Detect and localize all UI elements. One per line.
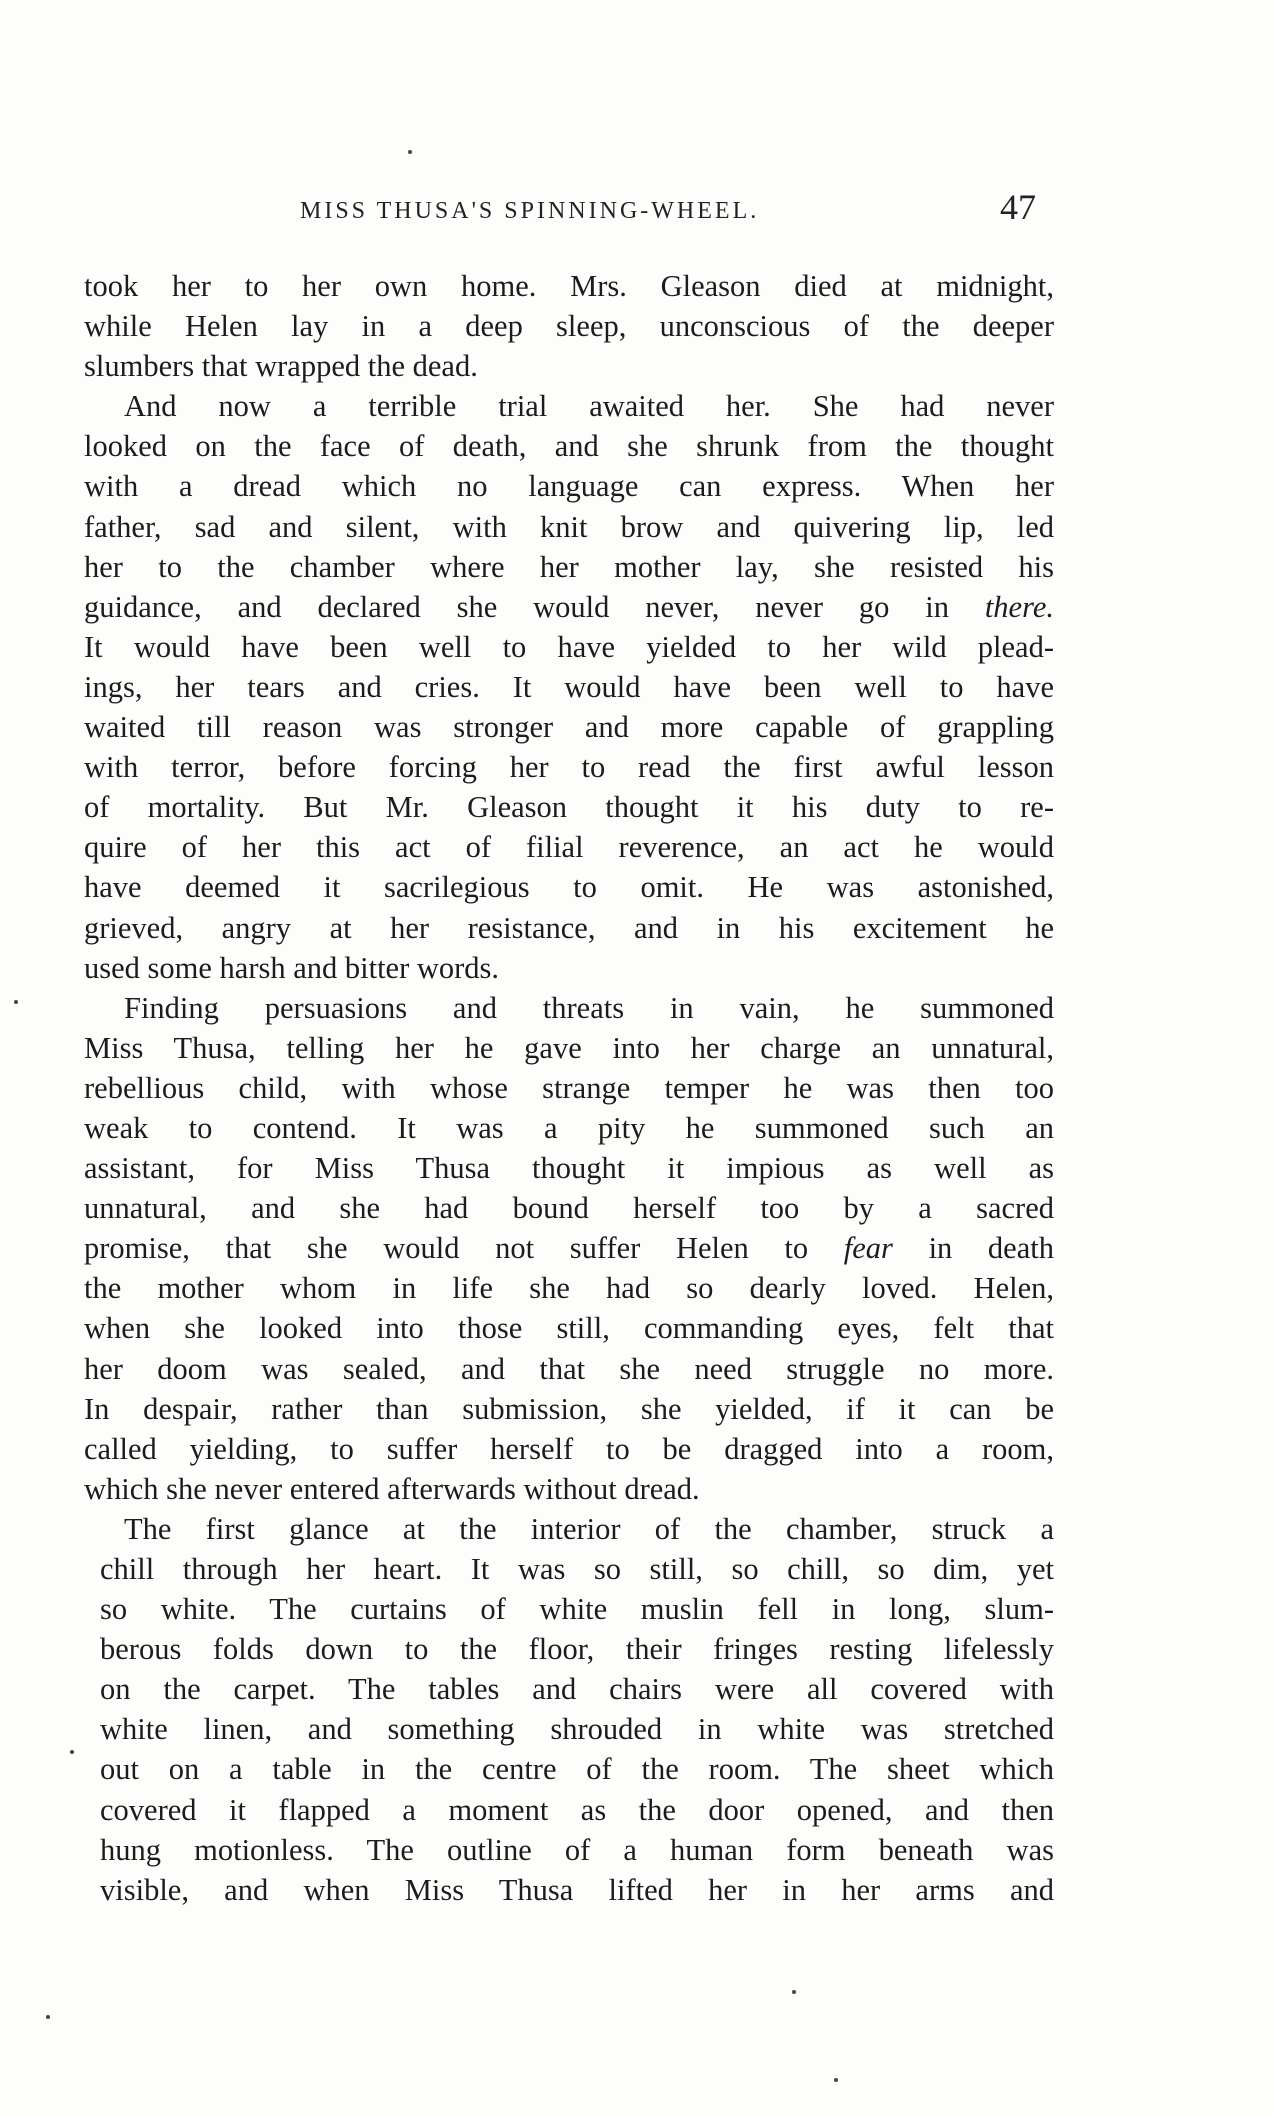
text-line-content: when she looked into those still, commanding eyes, felt that: [84, 1311, 1054, 1346]
text-line: [84, 507, 1054, 547]
page-number: 47: [1000, 187, 1036, 227]
text-line: [84, 547, 1054, 587]
text-line: [84, 1228, 1054, 1268]
text-line: [84, 1349, 1054, 1389]
text-line-content: chill through her heart. It was so still, so chill, so dim, yet: [100, 1552, 1054, 1586]
text-line: [84, 1148, 1054, 1188]
text-line: [84, 1268, 1054, 1308]
text-line: [84, 867, 1054, 907]
speck: [46, 2015, 50, 2019]
text-line: [84, 1188, 1054, 1228]
text-line-content: her doom was sealed, and that she need struggle no more.: [84, 1351, 1054, 1386]
text-line: [84, 1589, 1054, 1629]
text-line: [84, 787, 1054, 827]
speck: [792, 1990, 796, 1994]
text-line: [84, 1509, 1054, 1549]
text-line-content: the mother whom in life she had so dearly loved. Helen,: [84, 1271, 1054, 1306]
text-line: [84, 667, 1054, 707]
running-title: MISS THUSA'S SPINNING-WHEEL.: [300, 198, 760, 224]
body-text: [84, 266, 1054, 1910]
text-line-content: waited till reason was stronger and more capable of grappling: [84, 710, 1054, 745]
italic-word: fear: [843, 1231, 893, 1266]
text-line-content: weak to contend. It was a pity he summoned such an: [84, 1110, 1054, 1145]
text-line: [84, 627, 1054, 667]
text-line: [84, 988, 1054, 1028]
speck: [70, 1750, 74, 1754]
text-line-content: guidance, and declared she would never, never go in: [84, 589, 985, 624]
text-line-content: The first glance at the interior of the chamber, struck a: [124, 1511, 1054, 1546]
text-line-content: And now a terrible trial awaited her. She had never: [124, 389, 1054, 424]
text-line-content: Miss Thusa, telling her he gave into her charge an unnatural,: [84, 1030, 1054, 1065]
text-line: [84, 266, 1054, 306]
text-line: [84, 1749, 1054, 1789]
text-line-content: called yielding, to suffer herself to be dragged into a room,: [84, 1431, 1054, 1466]
text-line: [84, 1549, 1054, 1589]
text-line: [84, 386, 1054, 426]
text-line: [84, 1709, 1054, 1749]
text-line: [84, 1830, 1054, 1870]
text-line: [84, 1790, 1054, 1830]
text-line: [84, 1308, 1054, 1348]
running-head: [0, 186, 1273, 226]
text-line-content: so white. The curtains of white muslin fell in long, slum-: [100, 1592, 1054, 1627]
text-line-content: ings, her tears and cries. It would have been well to have: [84, 669, 1054, 704]
speck: [14, 1000, 18, 1004]
text-line-content: Finding persuasions and threats in vain, he summoned: [124, 990, 1054, 1025]
text-line-content: In despair, rather than submission, she yielded, if it can be: [84, 1391, 1054, 1426]
text-line: [84, 1629, 1054, 1669]
text-line-content: have deemed it sacrilegious to omit. He was astonished,: [84, 870, 1054, 905]
text-line-content: assistant, for Miss Thusa thought it impious as well as: [84, 1151, 1054, 1186]
text-line-content: while Helen lay in a deep sleep, unconscious of the deeper: [84, 309, 1054, 344]
text-line: [84, 1068, 1054, 1108]
text-line: [84, 827, 1054, 867]
text-line-content: with a dread which no language can express. When her: [84, 469, 1054, 504]
text-line: [84, 1108, 1054, 1148]
text-line-content: hung motionless. The outline of a human form beneath was: [100, 1832, 1054, 1867]
text-line: [84, 908, 1054, 948]
speck: [408, 150, 412, 154]
text-line: [84, 346, 1054, 386]
text-line: [84, 747, 1054, 787]
text-line: [84, 1389, 1054, 1429]
text-line: [84, 1429, 1054, 1469]
text-line-content: grieved, angry at her resistance, and in his excitement he: [84, 910, 1054, 945]
text-line-content: of mortality. But Mr. Gleason thought it his duty to re-: [84, 790, 1054, 825]
text-line-content: unnatural, and she had bound herself too by a sacred: [84, 1191, 1054, 1226]
text-line: [84, 1669, 1054, 1709]
text-line-content: her to the chamber where her mother lay, she resisted his: [84, 549, 1054, 584]
text-line: [84, 1028, 1054, 1068]
text-line-content: visible, and when Miss Thusa lifted her in her arms and: [100, 1872, 1054, 1907]
text-line-content: on the carpet. The tables and chairs were all covered with: [100, 1672, 1054, 1707]
text-line-content: quire of her this act of filial reverence, an act he would: [84, 830, 1054, 865]
text-line: [84, 1870, 1054, 1910]
text-line: [84, 306, 1054, 346]
text-line-content: with terror, before forcing her to read the first awful lesson: [84, 750, 1054, 785]
text-line-content: looked on the face of death, and she shrunk from the thought: [84, 429, 1054, 464]
text-line: [84, 707, 1054, 747]
text-line-content: used some harsh and bitter words.: [84, 950, 500, 985]
text-line-content: promise, that she would not suffer Helen to: [84, 1231, 844, 1266]
text-line: [84, 426, 1054, 466]
text-line: [84, 1469, 1054, 1509]
text-line-content: out on a table in the centre of the room. The sheet which: [100, 1752, 1054, 1787]
text-line: [84, 587, 1054, 627]
text-line-content: white linen, and something shrouded in white was stretched: [100, 1712, 1054, 1747]
text-line-content: which she never entered afterwards without dread.: [84, 1471, 700, 1506]
italic-word: there.: [984, 589, 1054, 624]
text-line-tail: in death: [892, 1231, 1054, 1266]
text-line-content: covered it flapped a moment as the door opened, and then: [100, 1792, 1054, 1827]
text-line-content: father, sad and silent, with knit brow and quivering lip, led: [84, 509, 1054, 544]
text-line-content: took her to her own home. Mrs. Gleason died at midnight,: [84, 269, 1054, 303]
text-line-content: It would have been well to have yielded to her wild plead-: [84, 629, 1054, 664]
speck: [834, 2078, 838, 2082]
text-line-content: rebellious child, with whose strange temper he was then too: [84, 1070, 1054, 1105]
text-line-content: berous folds down to the floor, their fringes resting lifelessly: [100, 1632, 1054, 1667]
text-line: [84, 948, 1054, 988]
text-line: [84, 466, 1054, 506]
text-line-content: slumbers that wrapped the dead.: [84, 349, 478, 384]
